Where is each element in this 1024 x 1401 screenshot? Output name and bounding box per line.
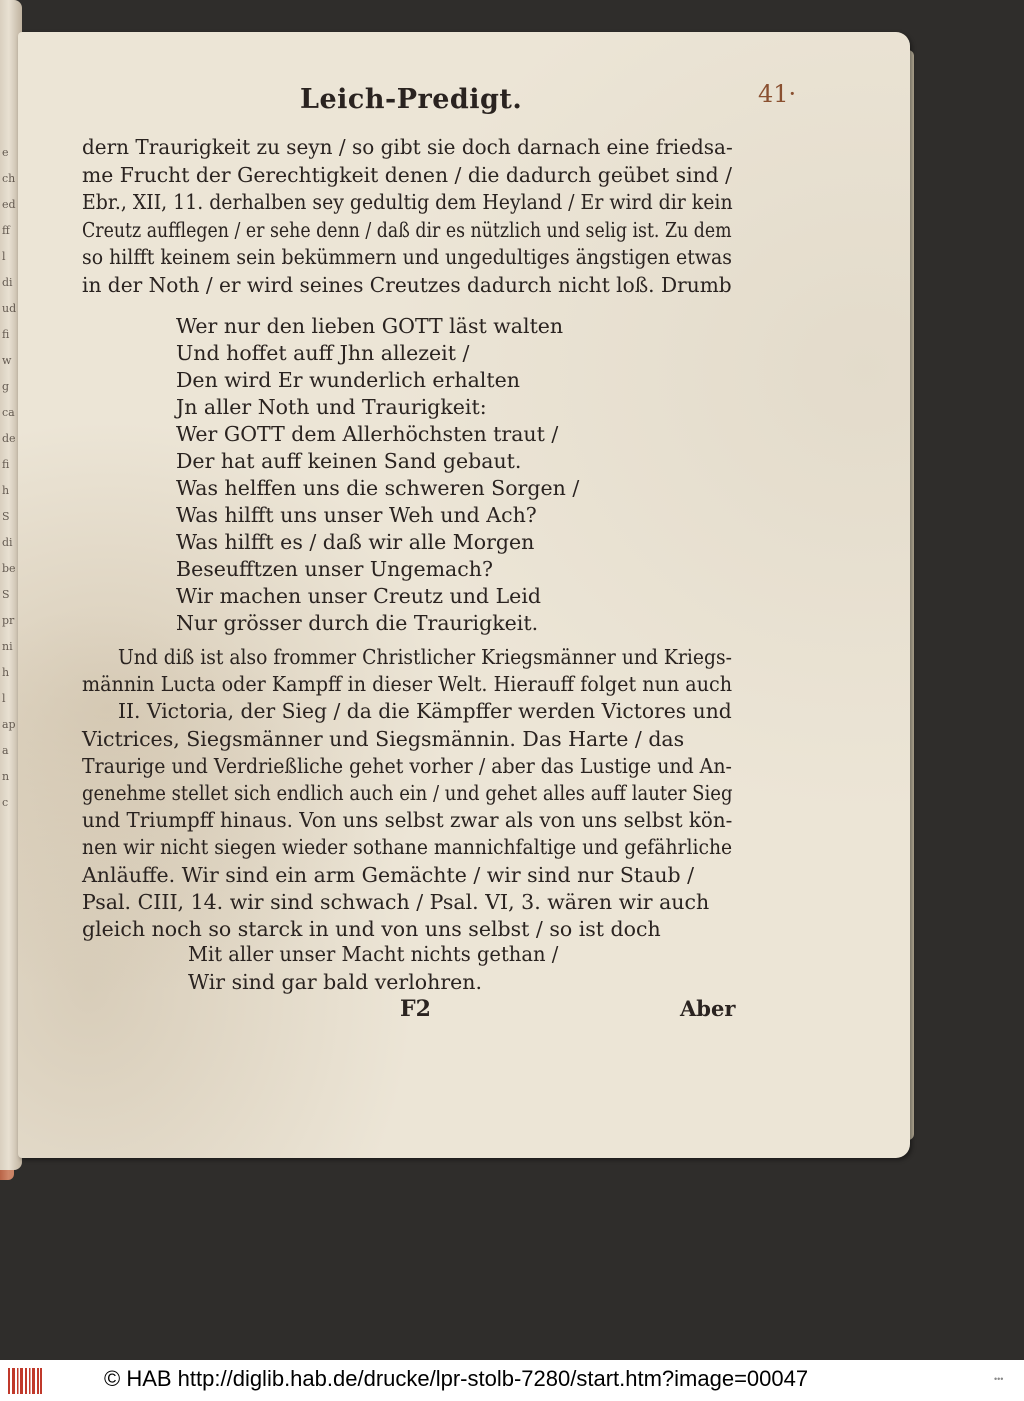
verse-line: Und hoffet auff Jhn allezeit / [176,341,470,365]
body-line: Creutz aufflegen / er sehe denn / daß dir es nützlich und selig ist. Zu dem [82,217,732,242]
body-line: nen wir nicht siegen wieder sothane mannichfaltige und gefährliche [82,835,733,860]
body-line: in der Noth / er wird seines Creutzes dadurch nicht loß. Drumb [82,272,732,297]
body-line: II. Victoria, der Sieg / da die Kämpffer werden Victores und [118,699,732,724]
catchword: Aber [680,996,736,1021]
body-line: männin Lucta oder Kampff in dieser Welt. Hierauff folget nun auch [82,672,733,697]
body-line: dern Traurigkeit zu seyn / so gibt sie doch darnach eine friedsa- [82,135,733,159]
running-head: Leich-Predigt. [300,84,523,115]
barcode-logo-icon [8,1368,42,1394]
verse-line: Was hilfft uns unser Weh und Ach? [176,503,537,527]
verse-line: Jn aller Noth und Traurigkeit: [176,395,487,419]
signature-mark: F2 [400,996,431,1022]
verse-line: Wir machen unser Creutz und Leid [176,584,541,608]
verse-line: Der hat auff keinen Sand gebaut. [176,449,522,473]
verse-line: Wir sind gar bald verlohren. [188,970,482,994]
body-line: gleich noch so starck in und von uns selbst / so ist doch [82,917,661,941]
body-line: Und diß ist also frommer Christlicher Kriegsmänner und Kriegs- [118,645,732,669]
body-line: Traurige und Verdrießliche gehet vorher / aber das Lustige und An- [82,753,732,778]
body-line: und Triumpff hinaus. Von uns selbst zwar als von uns selbst kön- [82,808,733,833]
verse-line: Beseufftzen unser Ungemach? [176,557,493,581]
verse-line: Nur grösser durch die Traurigkeit. [176,611,539,635]
body-line: so hilfft keinem sein bekümmern und ungedultiges ängstigen etwas [82,245,732,269]
verse-line: Was helffen uns die schweren Sorgen / [176,476,580,500]
footer-bar [0,1360,1024,1401]
body-line: Ebr., XII, 11. derhalben sey gedultig dem Heyland / Er wird dir kein [82,190,733,214]
body-line: me Frucht der Gerechtigkeit denen / die dadurch geübet sind / [82,162,733,187]
footer-dots: ••• [994,1374,1004,1384]
body-line: Anläuffe. Wir sind ein arm Gemächte / wir sind nur Staub / [82,862,695,887]
verse-line: Mit aller unser Macht nichts gethan / [188,942,559,966]
copyright-url[interactable]: © HAB http://diglib.hab.de/drucke/lpr-stolb-7280/start.htm?image=00047 [104,1366,809,1391]
verse-line: Wer nur den lieben GOTT läst walten [176,314,564,338]
previous-page-text: e ch ed ff l di ud fi w g ca de fi h S di be S pr ni h l ap a n c [2,146,17,809]
verse-line: Was hilfft es / daß wir alle Morgen [176,530,535,554]
verse-line: Wer GOTT dem Allerhöchsten traut / [176,422,559,446]
folio-number: 41· [758,80,797,108]
verse-line: Den wird Er wunderlich erhalten [176,368,520,392]
body-line: Psal. CIII, 14. wir sind schwach / Psal. VI, 3. wären wir auch [82,889,710,914]
body-line: Victrices, Siegsmänner und Siegsmännin. Das Harte / das [82,726,685,751]
body-line: genehme stellet sich endlich auch ein / und gehet alles auff lauter Sieg [82,781,733,805]
